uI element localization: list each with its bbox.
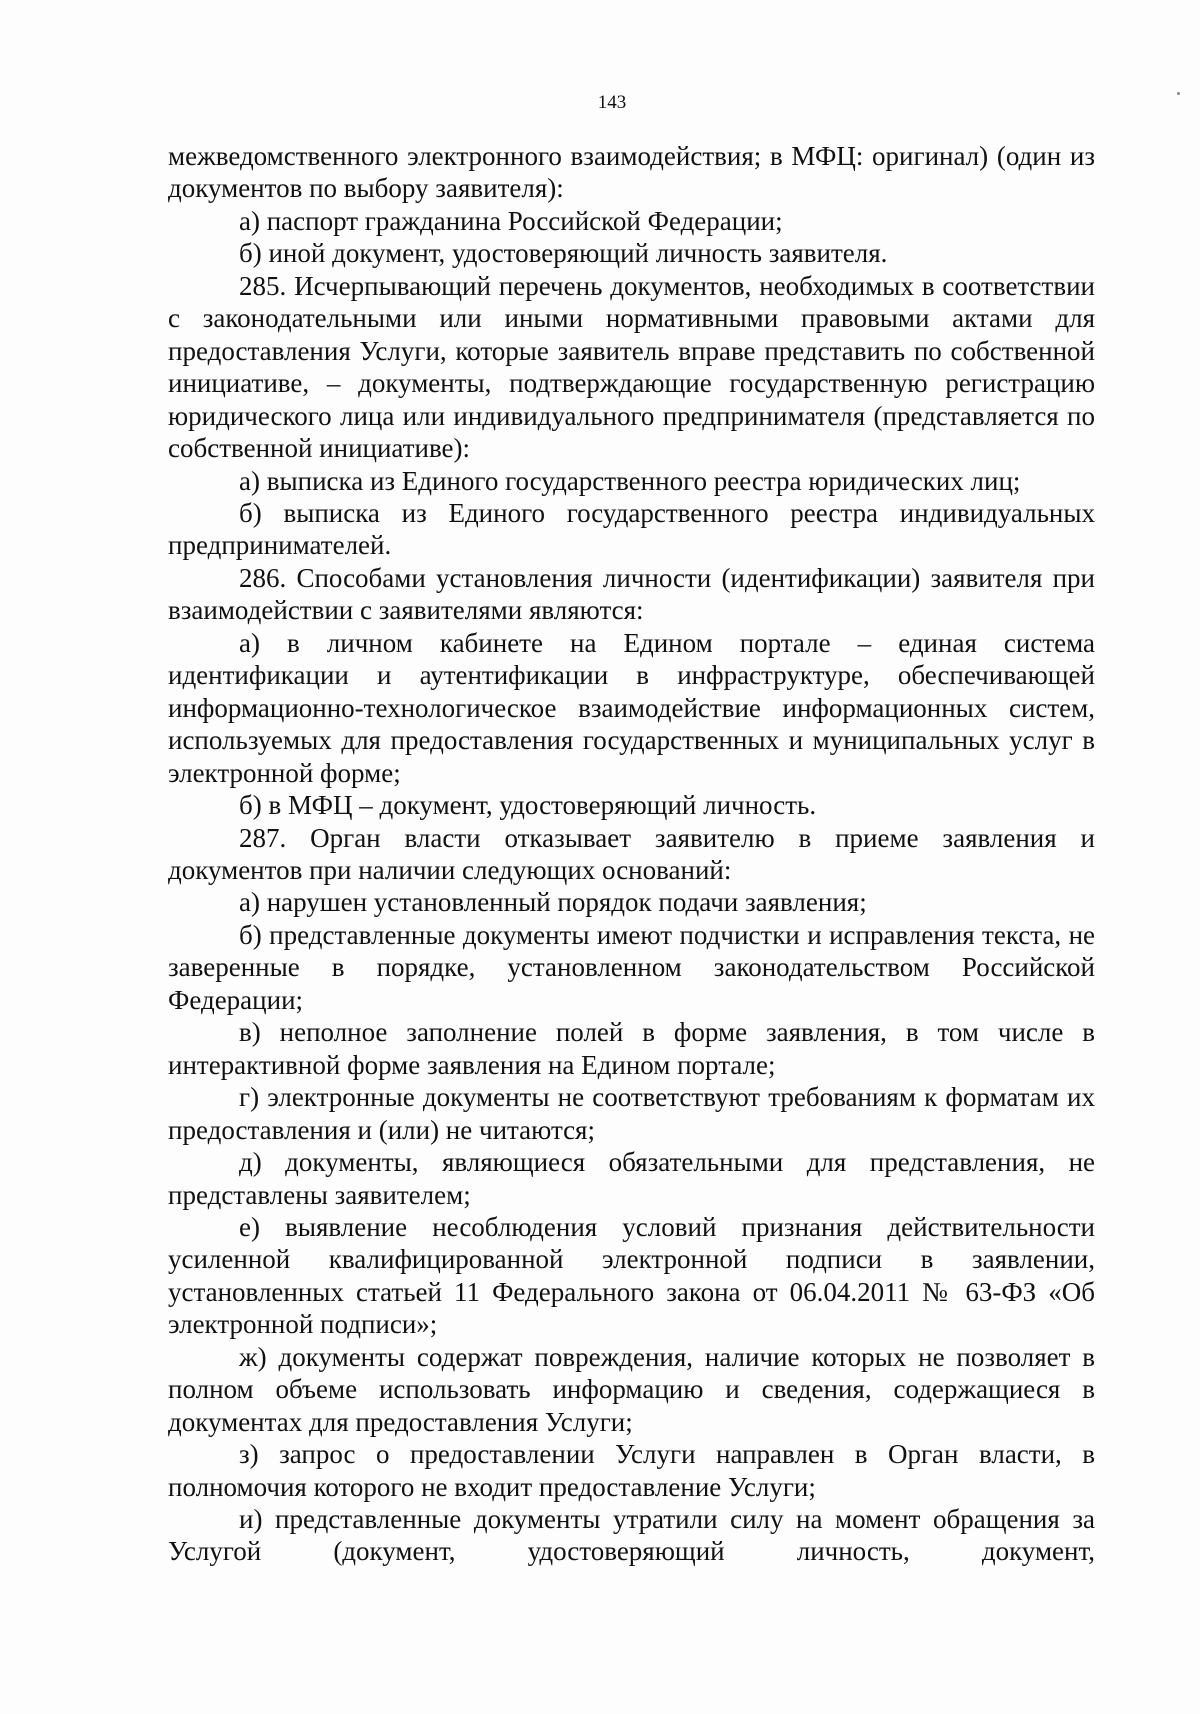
document-body <box>168 140 1095 1568</box>
list-item-zh-damaged-documents: ж) документы содержат повреждения, наличие которых не позволяет в полном объеме использовать информацию и сведения, содержащиеся в документах для предоставления Услуги; <box>168 1341 1095 1437</box>
paragraph-continuation: межведомственного электронного взаимодействия; в МФЦ: оригинал) (один из документов по выбору заявителя): <box>168 141 1095 204</box>
clause-287: 287. Орган власти отказывает заявителю в приеме заявления и документов при наличии следующих оснований: <box>168 822 1095 885</box>
list-item-a-order-violated: а) нарушен установленный порядок подачи заявления; <box>239 887 867 918</box>
list-item-e-signature-invalid: е) выявление несоблюдения условий признания действительности усиленной квалифицированной электронной подписи в заявлении, установленных статьей 11 Федерального закона от 06.04.2011 № 63-ФЗ «Об электронной подписи»; <box>168 1211 1095 1340</box>
list-item-d-missing-documents: д) документы, являющиеся обязательными для представления, не представлены заявителем; <box>168 1147 1095 1210</box>
clause-285: 285. Исчерпывающий перечень документов, необходимых в соответствии с законодательными или иными нормативными правовыми актами для предоставления Услуги, которые заявитель вправе представить по собственной инициативе, – документы, подтверждающие государственную регистрацию юридического лица или индивидуального предпринимателя (представляется по собственной инициативе): <box>168 270 1095 464</box>
list-item-i-expired-documents: и) представленные документы утратили силу на момент обращения за Услугой (документ, удостоверяющий личность, документ, <box>168 1504 1095 1567</box>
list-item-b-mfc-id: б) в МФЦ – документ, удостоверяющий личность. <box>239 790 817 821</box>
list-item-b-other-id: б) иной документ, удостоверяющий личность заявителя. <box>239 238 888 269</box>
list-item-g-format-mismatch: г) электронные документы не соответствуют требованиям к форматам их предоставления и (или) не читаются; <box>168 1082 1095 1145</box>
list-item-b-entrepreneurs-extract: б) выписка из Единого государственного реестра индивидуальных предпринимателей. <box>168 497 1095 561</box>
list-item-v-incomplete-fields: в) неполное заполнение полей в форме заявления, в том числе в интерактивной форме заявления на Едином портале; <box>168 1017 1095 1080</box>
page-number: 143 <box>597 92 627 113</box>
list-item-a-personal-account: а) в личном кабинете на Едином портале – единая система идентификации и аутентификации в инфраструктуре, обеспечивающей информационно-технологическое взаимодействие информационных систем, используемых для предоставления государственных и муниципальных услуг в электронной форме; <box>168 627 1095 788</box>
list-item-z-wrong-authority: з) запрос о предоставлении Услуги направлен в Орган власти, в полномочия которого не входит предоставление Услуги; <box>168 1439 1095 1502</box>
list-item-a-legal-entities-extract: а) выписка из Единого государственного реестра юридических лиц; <box>239 465 1021 496</box>
list-item-a-passport: а) паспорт гражданина Российской Федерации; <box>239 205 783 236</box>
scan-speck <box>1177 92 1180 95</box>
list-item-b-erasures: б) представленные документы имеют подчистки и исправления текста, не заверенные в порядке, установленном законодательством Российской Федерации; <box>168 919 1095 1015</box>
clause-286: 286. Способами установления личности (идентификации) заявителя при взаимодействии с заявителями являются: <box>168 562 1095 626</box>
